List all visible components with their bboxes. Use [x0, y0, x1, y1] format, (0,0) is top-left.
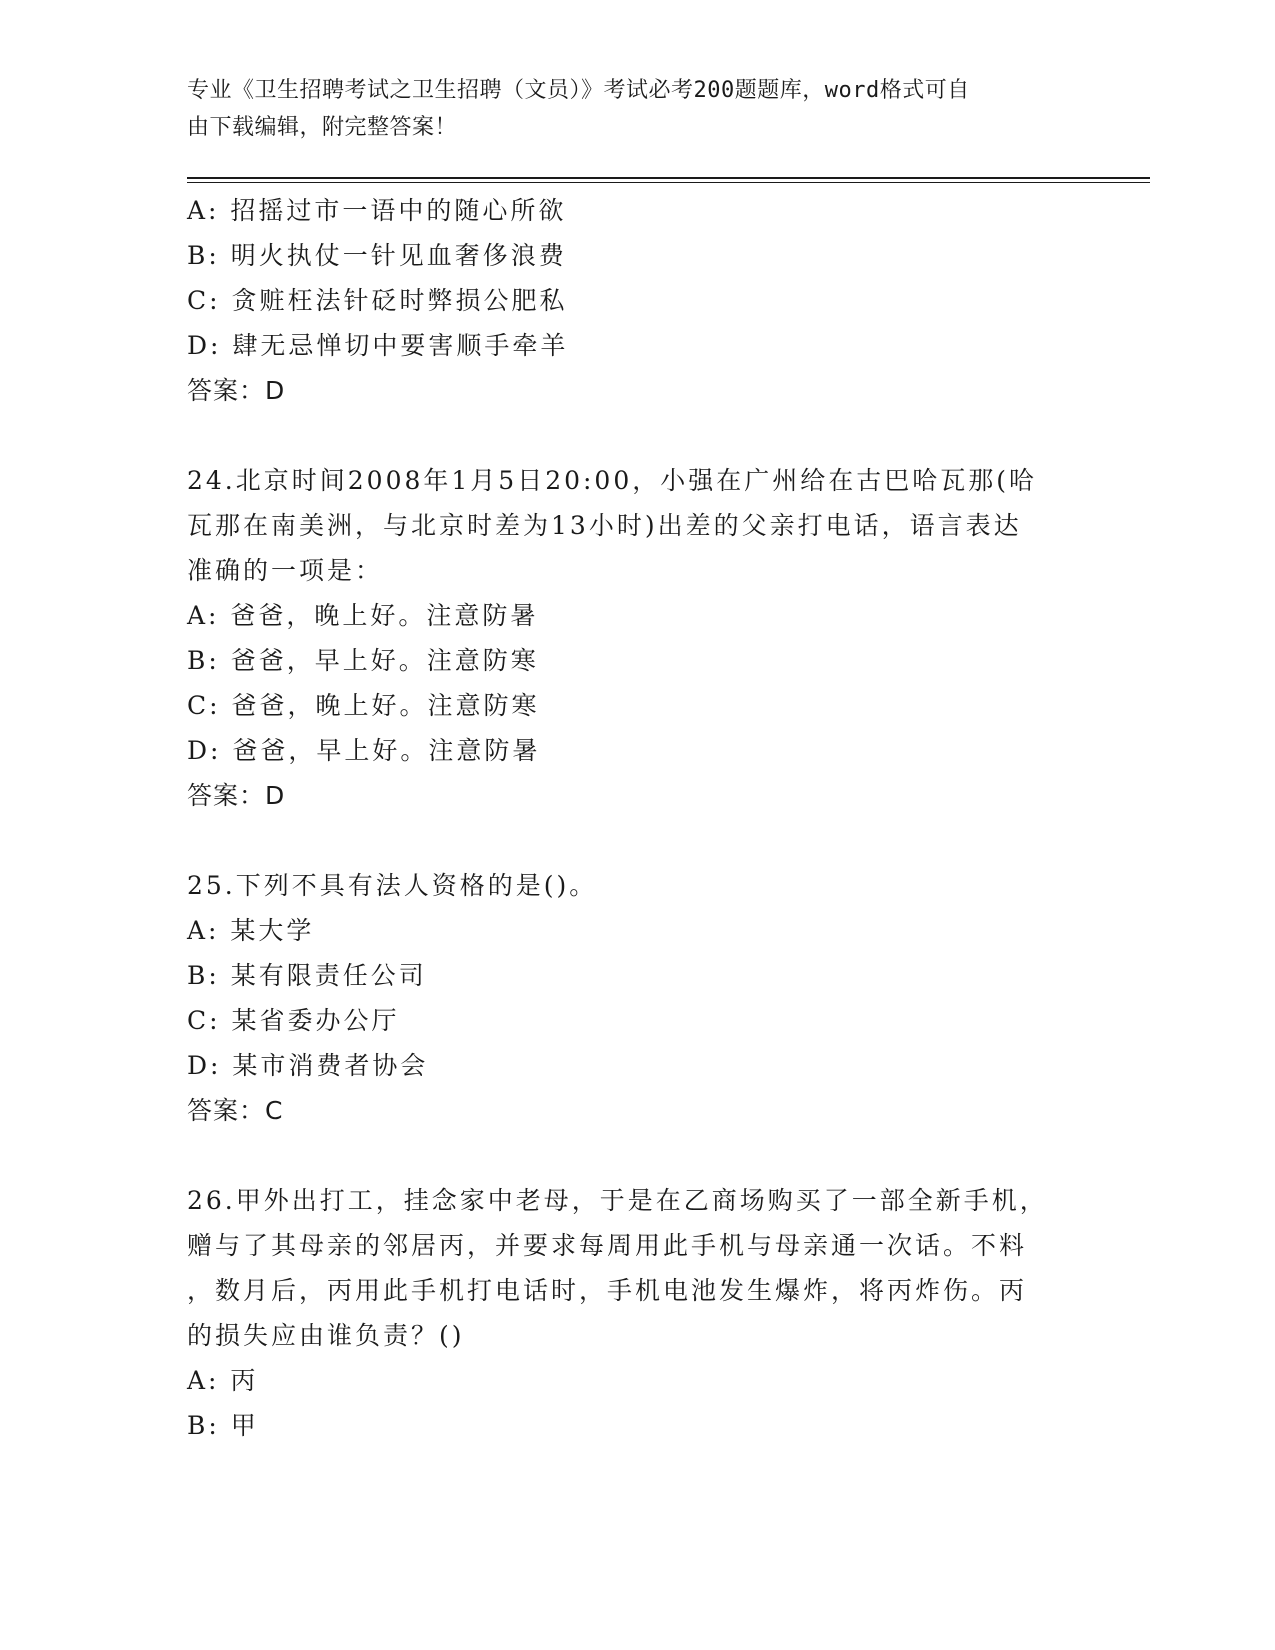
question-text-line: 24.北京时间2008年1月5日20:00，小强在广州给在古巴哈瓦那(哈 — [187, 466, 1037, 495]
question-text-line: 25.下列不具有法人资格的是()。 — [187, 871, 598, 900]
option-c: C: 爸爸，晚上好。注意防寒 — [187, 691, 540, 720]
option-a: A: 爸爸，晚上好。注意防暑 — [187, 601, 539, 630]
question-text-line: 26.甲外出打工，挂念家中老母，于是在乙商场购买了一部全新手机， — [187, 1186, 1048, 1215]
option-a: A: 某大学 — [187, 916, 315, 945]
option-b: B: 明火执仗一针见血奢侈浪费 — [187, 241, 567, 270]
question-text-line: ，数月后，丙用此手机打电话时，手机电池发生爆炸，将丙炸伤。丙 — [187, 1276, 1028, 1305]
option-d: D: 爸爸，早上好。注意防暑 — [187, 736, 541, 765]
header-divider — [187, 177, 1150, 179]
header-line-2: 由下载编辑，附完整答案！ — [187, 115, 458, 140]
option-d: D: 某市消费者协会 — [187, 1051, 429, 1080]
question-text-line: 瓦那在南美洲，与北京时差为13小时)出差的父亲打电话，语言表达 — [187, 511, 1022, 540]
option-b: B: 某有限责任公司 — [187, 961, 427, 990]
answer-line: 答案：C — [187, 1096, 284, 1125]
question-23-block — [187, 188, 1067, 413]
option-d: D: 肆无忌惮切中要害顺手牵羊 — [187, 331, 569, 360]
question-26-block — [187, 1178, 1067, 1448]
header-divider-thin — [187, 182, 1150, 183]
answer-line: 答案：D — [187, 376, 286, 405]
option-c: C: 某省委办公厅 — [187, 1006, 400, 1035]
option-b: B: 甲 — [187, 1411, 259, 1440]
question-text-line: 赠与了其母亲的邻居丙，并要求每周用此手机与母亲通一次话。不料 — [187, 1231, 1028, 1260]
header-line-1: 专业《卫生招聘考试之卫生招聘（文员）》考试必考200题题库，word格式可自 — [187, 78, 970, 103]
option-b: B: 爸爸，早上好。注意防寒 — [187, 646, 539, 675]
question-text-line: 准确的一项是： — [187, 556, 384, 585]
answer-line: 答案：D — [187, 781, 286, 810]
option-a: A: 招摇过市一语中的随心所欲 — [187, 196, 567, 225]
option-c: C: 贪赃枉法针砭时弊损公肥私 — [187, 286, 568, 315]
option-a: A: 丙 — [187, 1366, 259, 1395]
question-25-block — [187, 863, 1067, 1133]
question-24-block — [187, 458, 1067, 818]
document-header — [187, 72, 1067, 146]
question-text-line: 的损失应由谁负责？() — [187, 1321, 465, 1350]
document-body — [187, 188, 1067, 1448]
